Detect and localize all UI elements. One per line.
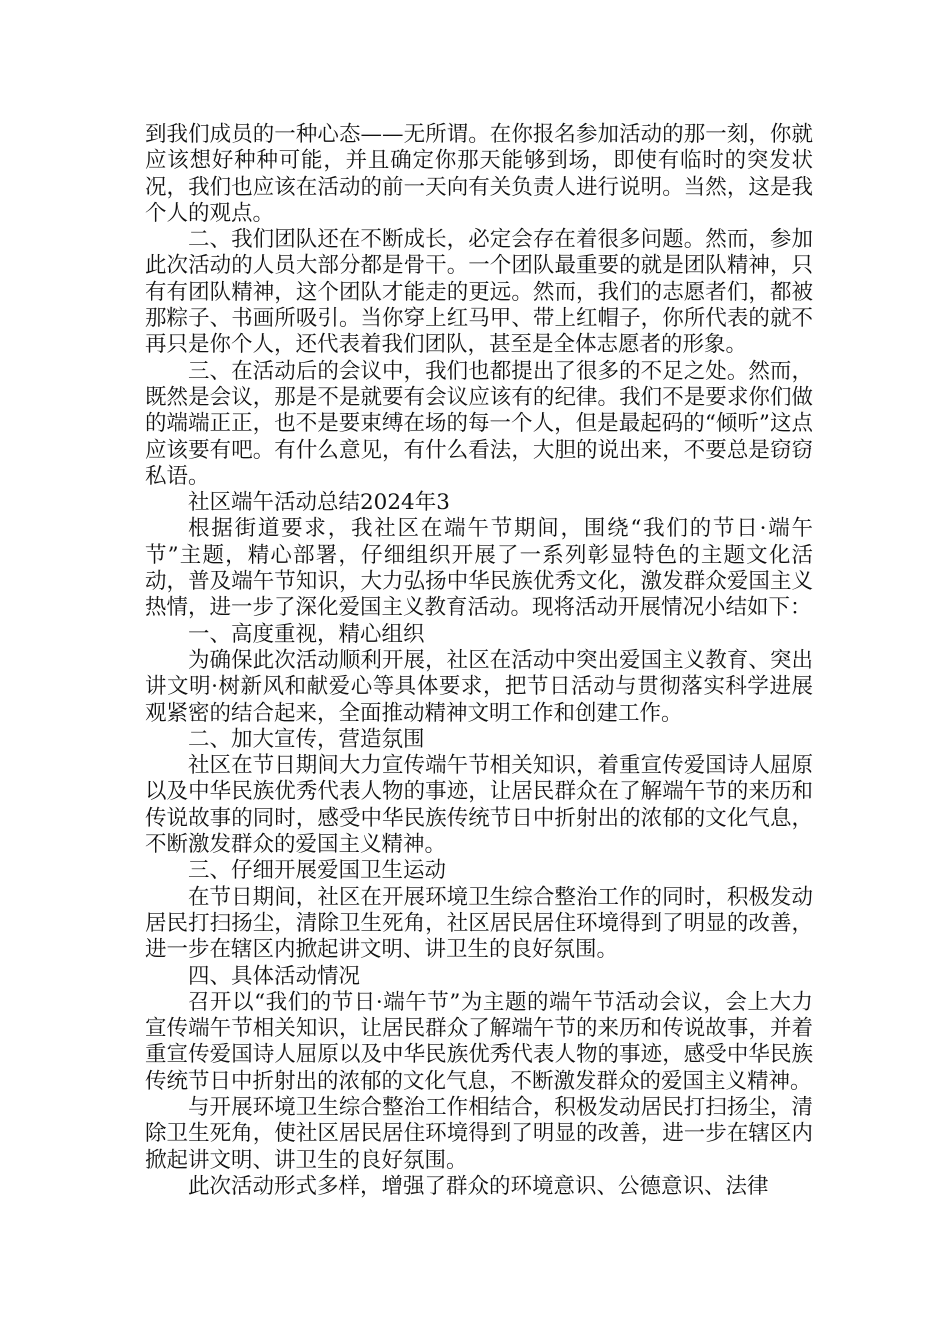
paragraph-one: 为确保此次活动顺利开展，社区在活动中突出爱国主义教育、突出讲文明·树新风和献爱心等具体要求，把节日活动与贯彻落实科学进展观紧密的结合起来，全面推动精神文明工作和创建工作。	[145, 647, 813, 726]
paragraph-two: 社区在节日期间大力宣传端午节相关知识，着重宣传爱国诗人屈原以及中华民族优秀代表人物的事迹，让居民群众在了解端午节的来历和传说故事的同时，感受中华民族传统节日中折射出的浓郁的文化气息，不断激发群众的爱国主义精神。	[145, 753, 813, 858]
heading-four: 四、具体活动情况	[188, 963, 361, 989]
paragraph-four-c: 此次活动形式多样，增强了群众的环境意识、公德意识、法律	[188, 1173, 769, 1199]
paragraph-continuation: 到我们成员的一种心态——无所谓。在你报名参加活动的那一刻，你就应该想好种种可能，并且确定你那天能够到场，即使有临时的突发状况，我们也应该在活动的前一天向有关负责人进行说明。当然，这是我个人的观点。	[145, 122, 813, 226]
paragraph-four-b: 与开展环境卫生综合整治工作相结合，积极发动居民打扫扬尘，清除卫生死角，使社区居民居住环境得到了明显的改善，进一步在辖区内掀起讲文明、讲卫生的良好氛围。	[145, 1094, 813, 1173]
paragraph-point-two: 二、我们团队还在不断成长，必定会存在着很多问题。然而，参加此次活动的人员大部分都是骨干。一个团队最重要的就是团队精神，只有有团队精神，这个团队才能走的更远。然而，我们的志愿者们，都被那粽子、书画所吸引。当你穿上红马甲、带上红帽子，你所代表的就不再只是你个人，还代表着我们团队，甚至是全体志愿者的形象。	[145, 227, 813, 358]
paragraph-four-a: 召开以“我们的节日·端午节”为主题的端午节活动会议，会上大力宣传端午节相关知识，让居民群众了解端午节的来历和传说故事，并着重宣传爱国诗人屈原以及中华民族优秀代表人物的事迹，感受中华民族传统节日中折射出的浓郁的文化气息，不断激发群众的爱国主义精神。	[145, 989, 813, 1094]
heading-one: 一、高度重视，精心组织	[188, 621, 425, 647]
heading-two: 二、加大宣传，营造氛围	[188, 726, 425, 752]
section-title: 社区端午活动总结2024年3	[188, 490, 450, 516]
heading-three: 三、仔细开展爱国卫生运动	[188, 858, 447, 884]
paragraph-intro: 根据街道要求，我社区在端午节期间，围绕“我们的节日·端午节”主题，精心部署，仔细组织开展了一系列彰显特色的主题文化活动，普及端午节知识，大力弘扬中华民族优秀文化，激发群众爱国主义热情，进一步了深化爱国主义教育活动。现将活动开展情况小结如下：	[145, 516, 813, 621]
paragraph-three: 在节日期间，社区在开展环境卫生综合整治工作的同时，积极发动居民打扫扬尘，清除卫生死角，社区居民居住环境得到了明显的改善，进一步在辖区内掀起讲文明、讲卫生的良好氛围。	[145, 884, 813, 963]
paragraph-point-three: 三、在活动后的会议中，我们也都提出了很多的不足之处。然而，既然是会议，那是不是就要有会议应该有的纪律。我们不是要求你们做的端端正正，也不是要束缚在场的每一个人，但是最起码的“倾听”这点应该要有吧。有什么意见，有什么看法，大胆的说出来，不要总是窃窃私语。	[145, 358, 813, 489]
document-page	[145, 122, 813, 1200]
